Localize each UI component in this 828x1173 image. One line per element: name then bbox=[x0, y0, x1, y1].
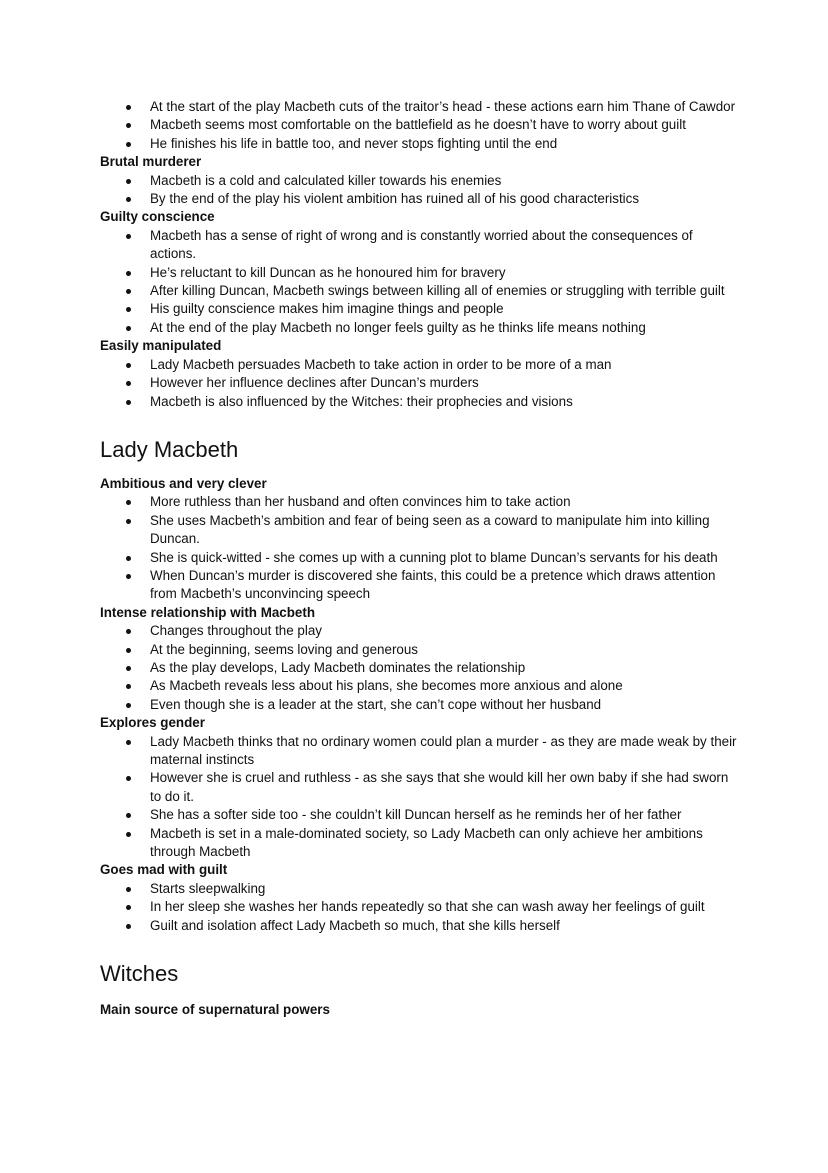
subheading-intense-relationship: Intense relationship with Macbeth bbox=[100, 604, 316, 620]
document-page bbox=[100, 98, 740, 1019]
bullet-icon bbox=[126, 832, 131, 837]
list-item: His guilty conscience makes him imagine things and people bbox=[100, 300, 740, 318]
list-item: Macbeth has a sense of right of wrong and is constantly worried about the consequences of actions. bbox=[100, 227, 740, 264]
list-item: Lady Macbeth thinks that no ordinary women could plan a murder - as they are made weak by their maternal instincts bbox=[100, 733, 740, 770]
list-item: He’s reluctant to kill Duncan as he honoured him for bravery bbox=[100, 264, 740, 282]
bullet-list bbox=[100, 880, 740, 935]
list-item: As Macbeth reveals less about his plans, she becomes more anxious and alone bbox=[100, 677, 740, 695]
list-item: As the play develops, Lady Macbeth dominates the relationship bbox=[100, 659, 740, 677]
bullet-icon bbox=[126, 234, 131, 239]
list-item: When Duncan’s murder is discovered she faints, this could be a pretence which draws attention from Macbeth’s unconvincing speech bbox=[100, 567, 740, 604]
subheading-guilty-conscience: Guilty conscience bbox=[100, 209, 215, 225]
bullet-icon bbox=[126, 519, 131, 524]
list-item: She uses Macbeth’s ambition and fear of being seen as a coward to manipulate him into killing Duncan. bbox=[100, 512, 740, 549]
bullet-list bbox=[100, 172, 740, 209]
bullet-icon bbox=[126, 326, 131, 331]
bullet-icon bbox=[126, 556, 131, 561]
list-item: After killing Duncan, Macbeth swings between killing all of enemies or struggling with terrible guilt bbox=[100, 282, 740, 300]
bullet-icon bbox=[126, 776, 131, 781]
list-item: However her influence declines after Duncan’s murders bbox=[100, 374, 740, 392]
list-item: She is quick-witted - she comes up with a cunning plot to blame Duncan’s servants for his death bbox=[100, 549, 740, 567]
bullet-icon bbox=[126, 887, 131, 892]
list-item: She has a softer side too - she couldn’t kill Duncan herself as he reminds her of her father bbox=[100, 806, 740, 824]
subheading-ambitious: Ambitious and very clever bbox=[100, 475, 267, 491]
list-item: However she is cruel and ruthless - as she says that she would kill her own baby if she had sworn to do it. bbox=[100, 769, 740, 806]
bullet-icon bbox=[126, 105, 131, 110]
bullet-icon bbox=[126, 197, 131, 202]
list-item: At the end of the play Macbeth no longer feels guilty as he thinks life means nothing bbox=[100, 319, 740, 337]
bullet-icon bbox=[126, 574, 131, 579]
list-item: In her sleep she washes her hands repeatedly so that she can wash away her feelings of guilt bbox=[100, 898, 740, 916]
section-title-lady-macbeth: Lady Macbeth bbox=[100, 436, 239, 462]
bullet-icon bbox=[126, 400, 131, 405]
list-item: He finishes his life in battle too, and never stops fighting until the end bbox=[100, 135, 740, 153]
list-item: Guilt and isolation affect Lady Macbeth so much, that she kills herself bbox=[100, 917, 740, 935]
bullet-icon bbox=[126, 684, 131, 689]
bullet-list bbox=[100, 356, 740, 411]
bullet-icon bbox=[126, 648, 131, 653]
bullet-icon bbox=[126, 500, 131, 505]
bullet-icon bbox=[126, 142, 131, 147]
bullet-list bbox=[100, 227, 740, 337]
bullet-icon bbox=[126, 703, 131, 708]
list-item: At the beginning, seems loving and generous bbox=[100, 641, 740, 659]
list-item: Changes throughout the play bbox=[100, 622, 740, 640]
bullet-icon bbox=[126, 307, 131, 312]
bullet-icon bbox=[126, 363, 131, 368]
bullet-icon bbox=[126, 924, 131, 929]
bullet-icon bbox=[126, 179, 131, 184]
list-item: Starts sleepwalking bbox=[100, 880, 740, 898]
bullet-icon bbox=[126, 629, 131, 634]
bullet-icon bbox=[126, 666, 131, 671]
bullet-icon bbox=[126, 905, 131, 910]
list-item: At the start of the play Macbeth cuts of the traitor’s head - these actions earn him Thane of Cawdor bbox=[100, 98, 740, 116]
bullet-list bbox=[100, 98, 740, 153]
bullet-list bbox=[100, 622, 740, 714]
bullet-list bbox=[100, 733, 740, 862]
list-item: Macbeth is a cold and calculated killer towards his enemies bbox=[100, 172, 740, 190]
section-title-witches: Witches bbox=[100, 961, 179, 987]
bullet-list bbox=[100, 493, 740, 603]
list-item: Macbeth seems most comfortable on the battlefield as he doesn’t have to worry about guilt bbox=[100, 116, 740, 134]
subheading-easily-manipulated: Easily manipulated bbox=[100, 338, 222, 354]
bullet-icon bbox=[126, 813, 131, 818]
bullet-icon bbox=[126, 289, 131, 294]
subheading-goes-mad: Goes mad with guilt bbox=[100, 862, 228, 878]
list-item: By the end of the play his violent ambition has ruined all of his good characteristics bbox=[100, 190, 740, 208]
list-item: Even though she is a leader at the start, she can’t cope without her husband bbox=[100, 696, 740, 714]
list-item: Lady Macbeth persuades Macbeth to take action in order to be more of a man bbox=[100, 356, 740, 374]
bullet-icon bbox=[126, 123, 131, 128]
subheading-supernatural: Main source of supernatural powers bbox=[100, 1002, 330, 1018]
subheading-brutal-murderer: Brutal murderer bbox=[100, 154, 202, 170]
subheading-explores-gender: Explores gender bbox=[100, 715, 205, 731]
bullet-icon bbox=[126, 271, 131, 276]
list-item: Macbeth is set in a male-dominated society, so Lady Macbeth can only achieve her ambitions through Macbeth bbox=[100, 825, 740, 862]
bullet-icon bbox=[126, 740, 131, 745]
list-item: Macbeth is also influenced by the Witches: their prophecies and visions bbox=[100, 393, 740, 411]
list-item: More ruthless than her husband and often convinces him to take action bbox=[100, 493, 740, 511]
bullet-icon bbox=[126, 381, 131, 386]
